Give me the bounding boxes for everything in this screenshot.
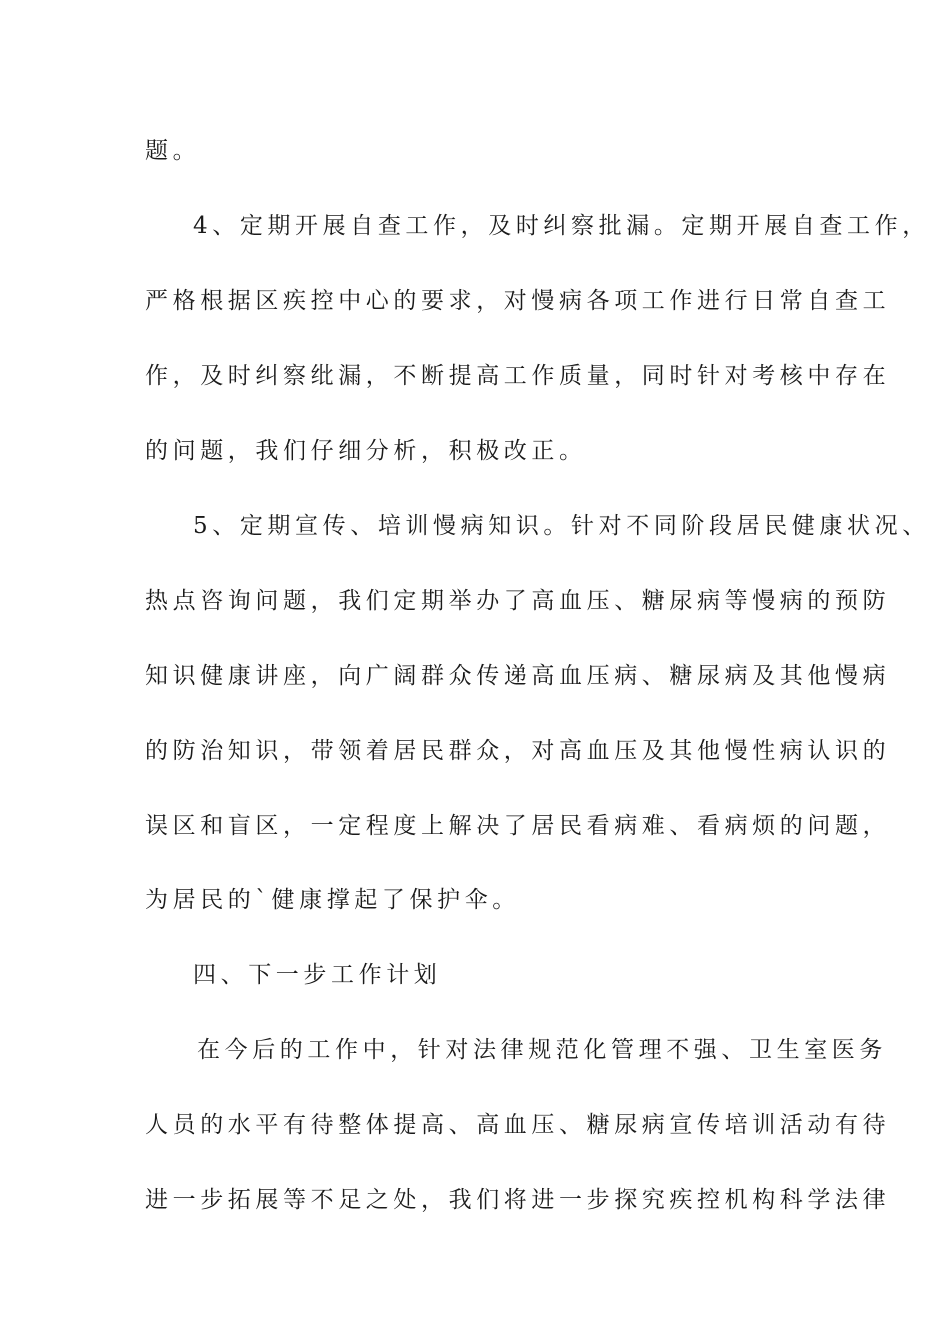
text-line-11: 为居民的`健康撑起了保护伞。 bbox=[145, 887, 520, 913]
text-line-6: 5、定期宣传、培训慢病知识。针对不同阶段居民健康状况、 bbox=[193, 513, 930, 539]
text-line-1: 题。 bbox=[145, 138, 201, 164]
text-line-13: 在今后的工作中，针对法律规范化管理不强、卫生室医务 bbox=[197, 1037, 887, 1063]
text-line-3: 严格根据区疾控中心的要求，对慢病各项工作进行日常自查工 bbox=[145, 288, 891, 314]
text-line-8: 知识健康讲座，向广阔群众传递高血压病、糖尿病及其他慢病 bbox=[145, 663, 891, 689]
text-line-7: 热点咨询问题，我们定期举办了高血压、糖尿病等慢病的预防 bbox=[145, 588, 891, 614]
text-line-4: 作，及时纠察纰漏，不断提高工作质量，同时针对考核中存在 bbox=[145, 363, 891, 389]
text-line-5: 的问题，我们仔细分析，积极改正。 bbox=[145, 438, 587, 464]
text-line-14: 人员的水平有待整体提高、高血压、糖尿病宣传培训活动有待 bbox=[145, 1112, 891, 1138]
text-line-2: 4、定期开展自查工作，及时纠察批漏。定期开展自查工作， bbox=[193, 213, 930, 239]
text-line-10: 误区和盲区，一定程度上解决了居民看病难、看病烦的问题， bbox=[145, 813, 891, 839]
section-heading: 四、下一步工作计划 bbox=[193, 962, 442, 988]
text-line-15: 进一步拓展等不足之处，我们将进一步探究疾控机构科学法律 bbox=[145, 1187, 891, 1213]
text-line-9: 的防治知识，带领着居民群众，对高血压及其他慢性病认识的 bbox=[145, 738, 891, 764]
